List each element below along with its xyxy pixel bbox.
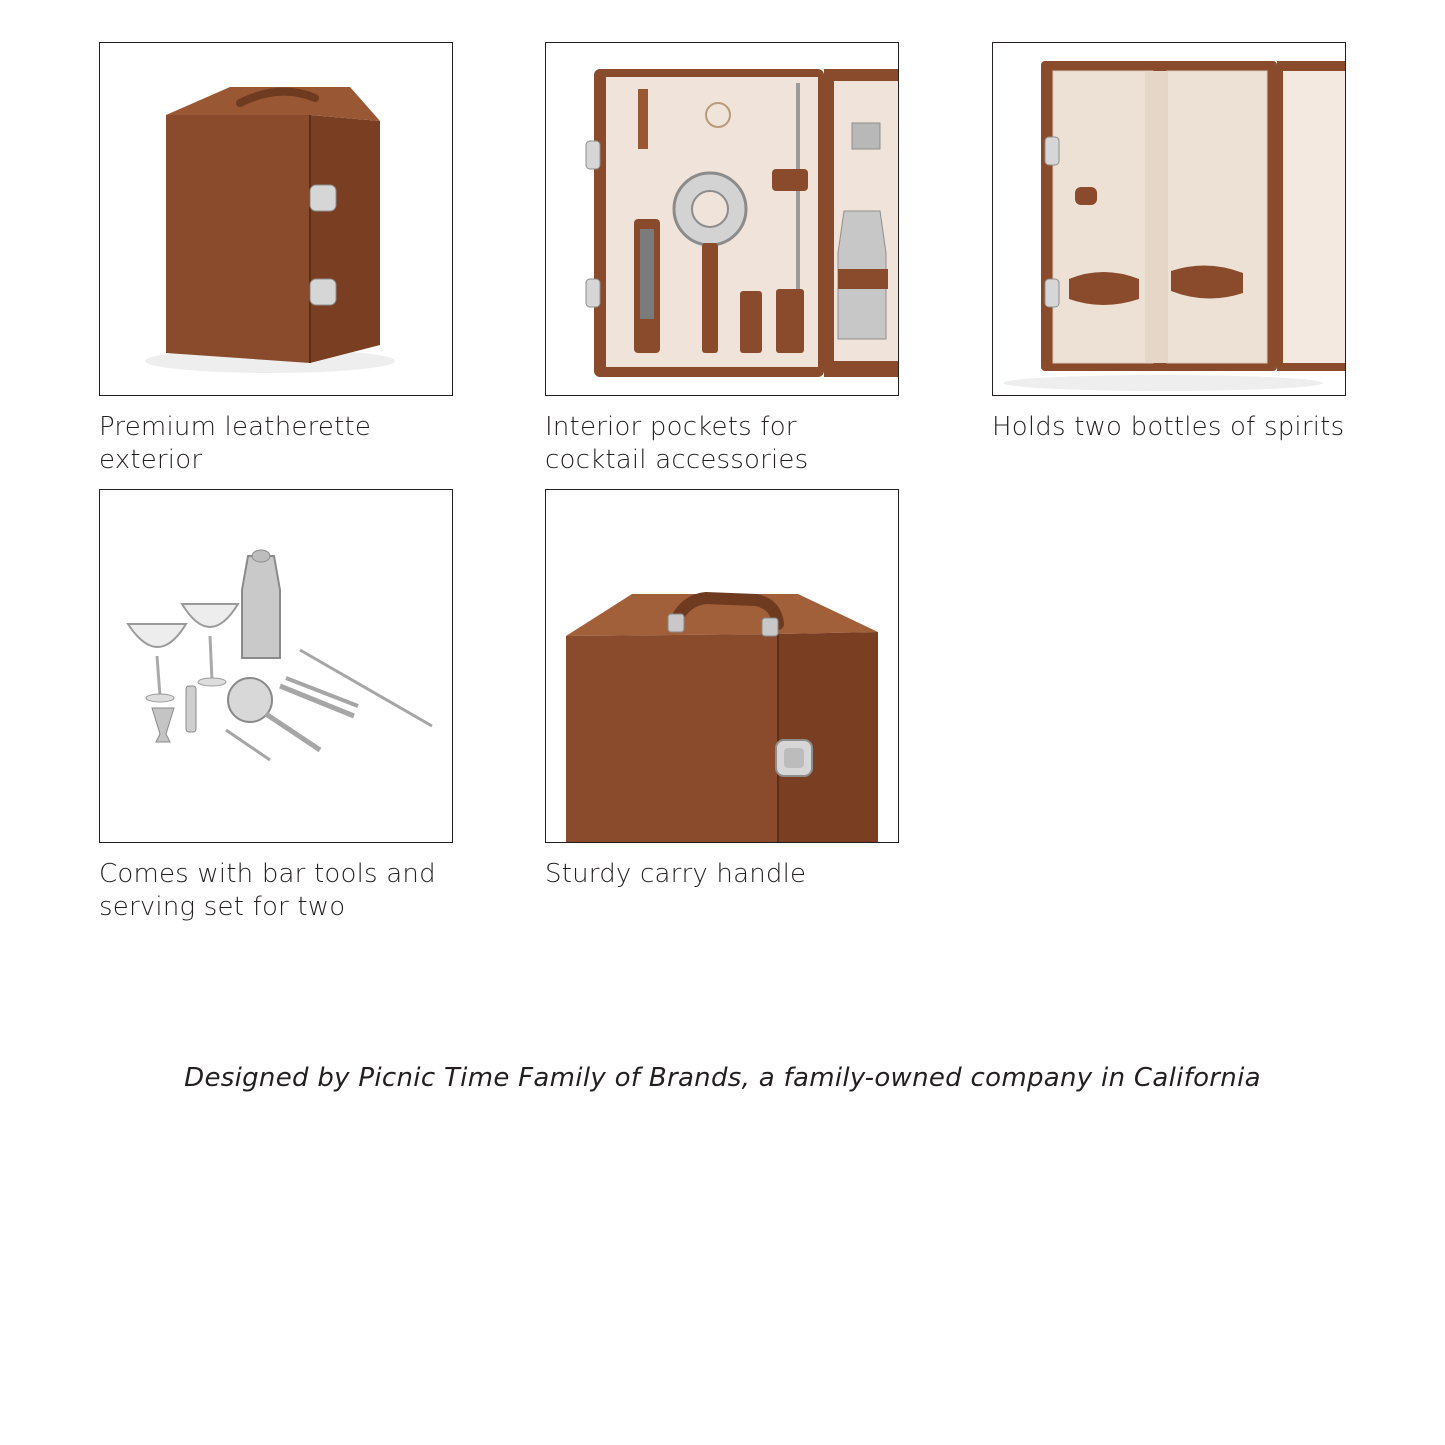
feature-tile-tools [99, 489, 453, 924]
bar-tools-set-image [100, 490, 452, 842]
feature-tile-handle [545, 489, 899, 891]
feature-tile-exterior [99, 42, 453, 477]
feature-tile-bottles [992, 42, 1346, 444]
product-photo-bottles [992, 42, 1346, 396]
closed-case-image [100, 43, 452, 395]
bottle-compartment-image [993, 43, 1345, 395]
product-photo-exterior [99, 42, 453, 396]
feature-caption: Premium leatherette exterior [99, 412, 372, 475]
feature-caption: Comes with bar tools and serving set for two [99, 859, 436, 922]
open-case-tools-image [546, 43, 898, 395]
feature-tile-interior [545, 42, 899, 477]
carry-handle-image [546, 490, 898, 842]
feature-caption: Holds two bottles of spirits [992, 412, 1345, 442]
feature-caption: Interior pockets for cocktail accessories [545, 412, 809, 475]
product-photo-interior [545, 42, 899, 396]
footer-credit: Designed by Picnic Time Family of Brands, a family-owned company in California [184, 1063, 1261, 1093]
product-photo-tools [99, 489, 453, 843]
product-photo-handle [545, 489, 899, 843]
feature-caption: Sturdy carry handle [545, 859, 807, 889]
